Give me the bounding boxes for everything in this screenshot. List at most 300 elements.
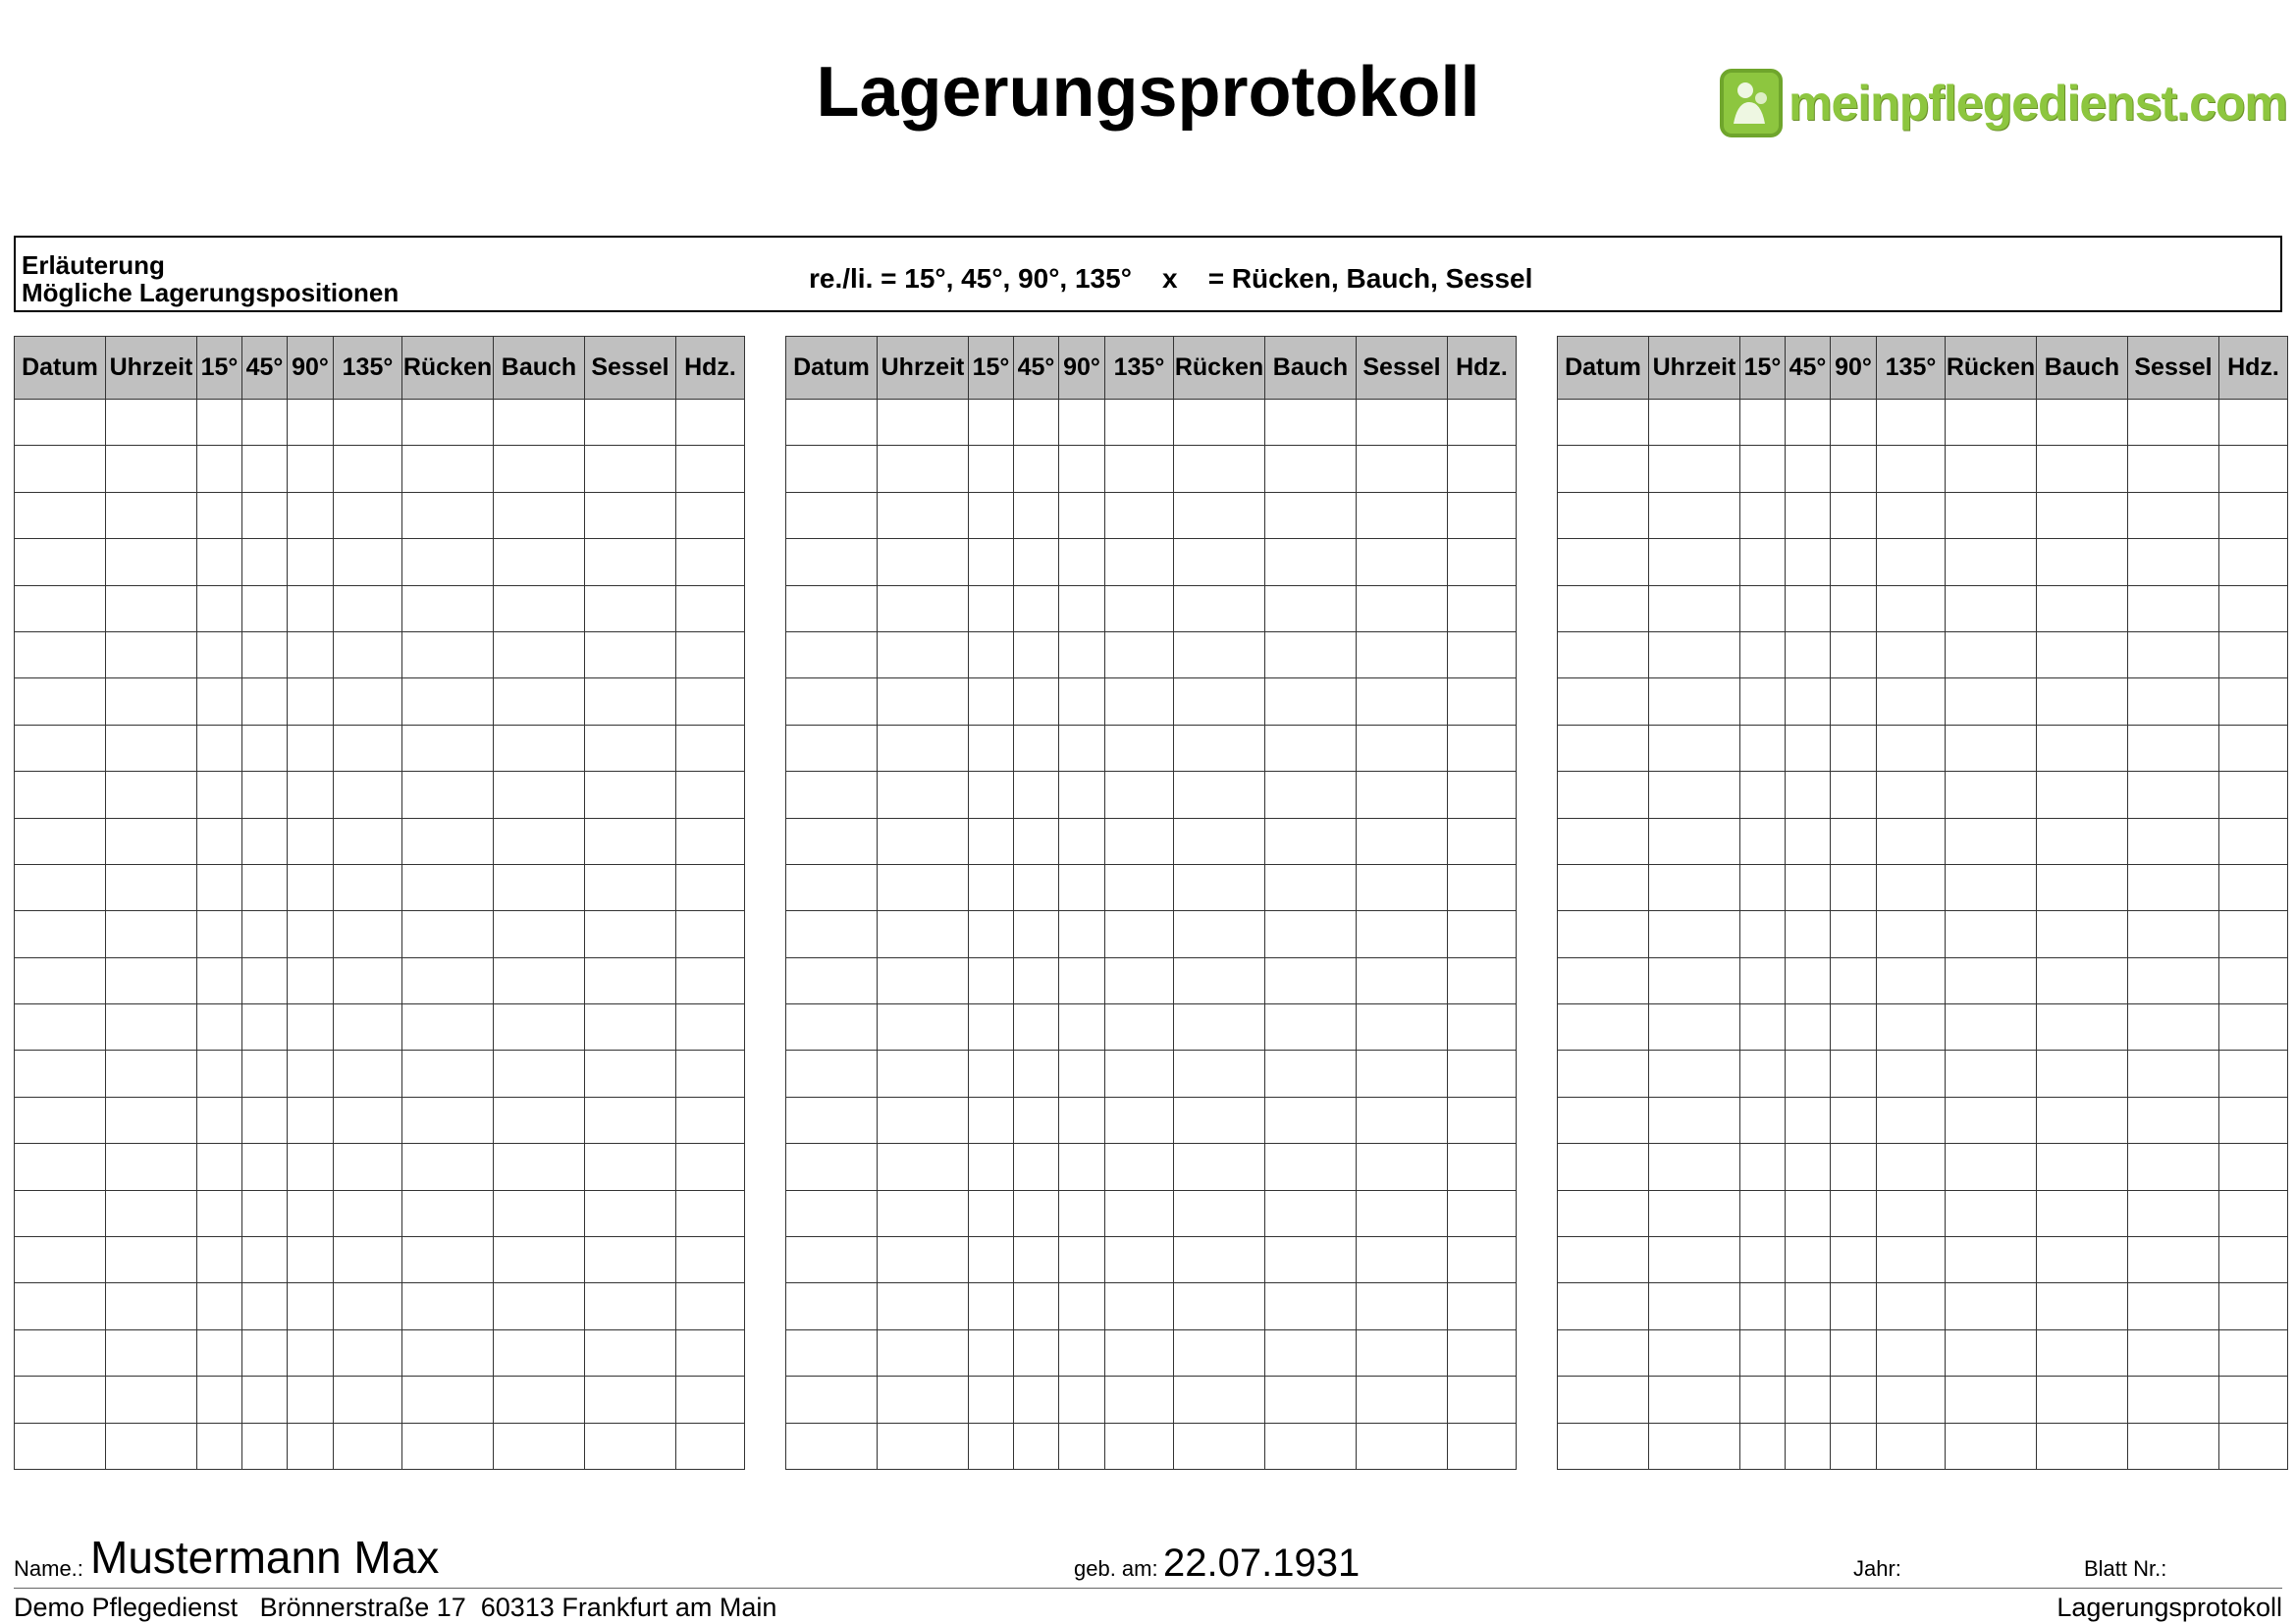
table-cell[interactable] <box>1059 1283 1105 1329</box>
table-cell[interactable] <box>585 772 676 818</box>
table-cell[interactable] <box>1740 772 1786 818</box>
table-cell[interactable] <box>1831 585 1877 631</box>
table-cell[interactable] <box>1059 864 1105 910</box>
table-cell[interactable] <box>197 1423 242 1469</box>
table-cell[interactable] <box>288 1283 334 1329</box>
table-cell[interactable] <box>1014 678 1059 725</box>
table-cell[interactable] <box>1649 1377 1740 1423</box>
table-cell[interactable] <box>1946 678 2037 725</box>
table-cell[interactable] <box>878 492 969 538</box>
table-cell[interactable] <box>402 1377 494 1423</box>
table-cell[interactable] <box>2219 492 2288 538</box>
table-cell[interactable] <box>1174 585 1265 631</box>
table-cell[interactable] <box>1448 492 1517 538</box>
table-cell[interactable] <box>2219 1423 2288 1469</box>
table-cell[interactable] <box>1059 492 1105 538</box>
table-cell[interactable] <box>969 492 1014 538</box>
table-cell[interactable] <box>494 1283 585 1329</box>
table-cell[interactable] <box>2037 446 2128 492</box>
table-cell[interactable] <box>1946 1237 2037 1283</box>
table-cell[interactable] <box>1105 1144 1174 1190</box>
table-cell[interactable] <box>1265 911 1357 957</box>
table-cell[interactable] <box>1740 585 1786 631</box>
table-cell[interactable] <box>1357 400 1448 446</box>
table-cell[interactable] <box>2219 818 2288 864</box>
table-cell[interactable] <box>878 446 969 492</box>
table-cell[interactable] <box>1059 1144 1105 1190</box>
table-cell[interactable] <box>878 585 969 631</box>
table-cell[interactable] <box>1174 772 1265 818</box>
table-cell[interactable] <box>786 1051 878 1097</box>
table-cell[interactable] <box>197 864 242 910</box>
table-cell[interactable] <box>1014 1051 1059 1097</box>
table-cell[interactable] <box>1786 1144 1831 1190</box>
table-cell[interactable] <box>2128 678 2219 725</box>
table-cell[interactable] <box>1786 585 1831 631</box>
table-cell[interactable] <box>585 400 676 446</box>
table-cell[interactable] <box>1786 1004 1831 1051</box>
table-cell[interactable] <box>878 631 969 677</box>
table-cell[interactable] <box>969 957 1014 1003</box>
table-cell[interactable] <box>676 539 745 585</box>
table-cell[interactable] <box>106 1377 197 1423</box>
table-cell[interactable] <box>15 772 106 818</box>
table-cell[interactable] <box>1558 725 1649 771</box>
table-cell[interactable] <box>2037 818 2128 864</box>
table-cell[interactable] <box>1265 678 1357 725</box>
table-cell[interactable] <box>1174 678 1265 725</box>
table-cell[interactable] <box>2128 1423 2219 1469</box>
table-cell[interactable] <box>1174 539 1265 585</box>
table-cell[interactable] <box>1448 1329 1517 1376</box>
table-cell[interactable] <box>1357 631 1448 677</box>
table-cell[interactable] <box>1174 1051 1265 1097</box>
table-cell[interactable] <box>1831 678 1877 725</box>
table-cell[interactable] <box>402 1190 494 1236</box>
table-cell[interactable] <box>1448 631 1517 677</box>
table-cell[interactable] <box>1740 631 1786 677</box>
table-cell[interactable] <box>1014 1329 1059 1376</box>
table-cell[interactable] <box>402 400 494 446</box>
table-cell[interactable] <box>878 1283 969 1329</box>
table-cell[interactable] <box>1448 1097 1517 1143</box>
table-cell[interactable] <box>1946 1283 2037 1329</box>
table-cell[interactable] <box>1014 1237 1059 1283</box>
table-cell[interactable] <box>1786 1237 1831 1283</box>
table-cell[interactable] <box>969 1051 1014 1097</box>
table-cell[interactable] <box>1059 1004 1105 1051</box>
table-cell[interactable] <box>1014 1004 1059 1051</box>
table-cell[interactable] <box>197 1144 242 1190</box>
table-cell[interactable] <box>969 911 1014 957</box>
table-cell[interactable] <box>2219 678 2288 725</box>
table-cell[interactable] <box>786 631 878 677</box>
table-cell[interactable] <box>402 1237 494 1283</box>
table-cell[interactable] <box>402 1144 494 1190</box>
table-cell[interactable] <box>242 446 288 492</box>
table-cell[interactable] <box>1558 1283 1649 1329</box>
table-cell[interactable] <box>2037 1051 2128 1097</box>
table-cell[interactable] <box>288 446 334 492</box>
table-cell[interactable] <box>1357 1051 1448 1097</box>
table-cell[interactable] <box>197 631 242 677</box>
table-cell[interactable] <box>1786 1329 1831 1376</box>
table-cell[interactable] <box>2037 631 2128 677</box>
table-cell[interactable] <box>288 725 334 771</box>
table-cell[interactable] <box>676 585 745 631</box>
table-cell[interactable] <box>1448 725 1517 771</box>
table-cell[interactable] <box>106 1051 197 1097</box>
table-cell[interactable] <box>1740 864 1786 910</box>
table-cell[interactable] <box>1059 911 1105 957</box>
table-cell[interactable] <box>288 1237 334 1283</box>
table-cell[interactable] <box>1649 725 1740 771</box>
table-cell[interactable] <box>1831 492 1877 538</box>
table-cell[interactable] <box>969 1423 1014 1469</box>
table-cell[interactable] <box>1649 1283 1740 1329</box>
table-cell[interactable] <box>2037 772 2128 818</box>
table-cell[interactable] <box>2219 1283 2288 1329</box>
table-cell[interactable] <box>1946 585 2037 631</box>
table-cell[interactable] <box>1105 864 1174 910</box>
table-cell[interactable] <box>1649 678 1740 725</box>
table-cell[interactable] <box>1357 1144 1448 1190</box>
table-cell[interactable] <box>2219 1237 2288 1283</box>
table-cell[interactable] <box>334 1237 402 1283</box>
table-cell[interactable] <box>106 446 197 492</box>
table-cell[interactable] <box>878 725 969 771</box>
table-cell[interactable] <box>1174 400 1265 446</box>
table-cell[interactable] <box>1558 631 1649 677</box>
table-cell[interactable] <box>1946 539 2037 585</box>
table-cell[interactable] <box>1740 1190 1786 1236</box>
table-cell[interactable] <box>1558 539 1649 585</box>
table-cell[interactable] <box>676 725 745 771</box>
table-cell[interactable] <box>494 585 585 631</box>
table-cell[interactable] <box>2128 1377 2219 1423</box>
table-cell[interactable] <box>1357 1329 1448 1376</box>
table-cell[interactable] <box>197 1377 242 1423</box>
table-cell[interactable] <box>1014 911 1059 957</box>
table-cell[interactable] <box>878 772 969 818</box>
table-cell[interactable] <box>1946 446 2037 492</box>
table-cell[interactable] <box>1877 818 1946 864</box>
table-cell[interactable] <box>1877 1097 1946 1143</box>
table-cell[interactable] <box>1831 1004 1877 1051</box>
table-cell[interactable] <box>1059 539 1105 585</box>
table-cell[interactable] <box>676 818 745 864</box>
table-cell[interactable] <box>334 864 402 910</box>
table-cell[interactable] <box>1357 725 1448 771</box>
table-cell[interactable] <box>494 725 585 771</box>
table-cell[interactable] <box>106 957 197 1003</box>
table-cell[interactable] <box>1740 492 1786 538</box>
table-cell[interactable] <box>1105 1097 1174 1143</box>
table-cell[interactable] <box>1946 818 2037 864</box>
table-cell[interactable] <box>1831 446 1877 492</box>
table-cell[interactable] <box>1265 818 1357 864</box>
table-cell[interactable] <box>15 1051 106 1097</box>
table-cell[interactable] <box>585 446 676 492</box>
table-cell[interactable] <box>1105 1377 1174 1423</box>
table-cell[interactable] <box>242 400 288 446</box>
table-cell[interactable] <box>1649 1237 1740 1283</box>
table-cell[interactable] <box>106 1097 197 1143</box>
table-cell[interactable] <box>1740 1329 1786 1376</box>
table-cell[interactable] <box>1877 725 1946 771</box>
table-cell[interactable] <box>1558 1377 1649 1423</box>
table-cell[interactable] <box>1059 1237 1105 1283</box>
table-cell[interactable] <box>242 725 288 771</box>
table-cell[interactable] <box>969 678 1014 725</box>
table-cell[interactable] <box>1946 1144 2037 1190</box>
table-cell[interactable] <box>585 957 676 1003</box>
table-cell[interactable] <box>585 539 676 585</box>
table-cell[interactable] <box>676 492 745 538</box>
table-cell[interactable] <box>1649 864 1740 910</box>
table-cell[interactable] <box>1558 1329 1649 1376</box>
table-cell[interactable] <box>288 1097 334 1143</box>
table-cell[interactable] <box>1105 1237 1174 1283</box>
table-cell[interactable] <box>1174 1283 1265 1329</box>
table-cell[interactable] <box>334 1097 402 1143</box>
table-cell[interactable] <box>1059 725 1105 771</box>
table-cell[interactable] <box>197 1329 242 1376</box>
table-cell[interactable] <box>197 1051 242 1097</box>
table-cell[interactable] <box>878 1144 969 1190</box>
table-cell[interactable] <box>1786 631 1831 677</box>
table-cell[interactable] <box>2219 446 2288 492</box>
table-cell[interactable] <box>1786 1283 1831 1329</box>
table-cell[interactable] <box>1105 585 1174 631</box>
table-cell[interactable] <box>402 772 494 818</box>
table-cell[interactable] <box>1014 772 1059 818</box>
table-cell[interactable] <box>878 911 969 957</box>
table-cell[interactable] <box>1265 1237 1357 1283</box>
table-cell[interactable] <box>1558 957 1649 1003</box>
table-cell[interactable] <box>1357 539 1448 585</box>
table-cell[interactable] <box>786 1283 878 1329</box>
table-cell[interactable] <box>1831 1144 1877 1190</box>
table-cell[interactable] <box>1059 1329 1105 1376</box>
table-cell[interactable] <box>1448 1237 1517 1283</box>
table-cell[interactable] <box>1357 818 1448 864</box>
table-cell[interactable] <box>1877 1004 1946 1051</box>
table-cell[interactable] <box>1740 818 1786 864</box>
table-cell[interactable] <box>1448 539 1517 585</box>
table-cell[interactable] <box>676 1051 745 1097</box>
table-cell[interactable] <box>288 911 334 957</box>
table-cell[interactable] <box>1174 492 1265 538</box>
table-cell[interactable] <box>334 539 402 585</box>
table-cell[interactable] <box>1786 725 1831 771</box>
table-cell[interactable] <box>676 631 745 677</box>
table-cell[interactable] <box>1877 772 1946 818</box>
table-cell[interactable] <box>15 492 106 538</box>
table-cell[interactable] <box>1357 1190 1448 1236</box>
table-cell[interactable] <box>1014 400 1059 446</box>
table-cell[interactable] <box>1740 1051 1786 1097</box>
table-cell[interactable] <box>242 1329 288 1376</box>
table-cell[interactable] <box>288 1329 334 1376</box>
table-cell[interactable] <box>1558 864 1649 910</box>
table-cell[interactable] <box>1105 1190 1174 1236</box>
table-cell[interactable] <box>1877 1237 1946 1283</box>
table-cell[interactable] <box>1649 911 1740 957</box>
table-cell[interactable] <box>1649 585 1740 631</box>
table-cell[interactable] <box>197 1190 242 1236</box>
table-cell[interactable] <box>1265 1423 1357 1469</box>
table-cell[interactable] <box>1357 1097 1448 1143</box>
table-cell[interactable] <box>1105 957 1174 1003</box>
table-cell[interactable] <box>242 492 288 538</box>
table-cell[interactable] <box>242 1377 288 1423</box>
table-cell[interactable] <box>334 400 402 446</box>
table-cell[interactable] <box>197 725 242 771</box>
table-cell[interactable] <box>334 725 402 771</box>
table-cell[interactable] <box>878 1004 969 1051</box>
table-cell[interactable] <box>1786 1377 1831 1423</box>
table-cell[interactable] <box>106 1237 197 1283</box>
table-cell[interactable] <box>1740 957 1786 1003</box>
table-cell[interactable] <box>878 1423 969 1469</box>
table-cell[interactable] <box>1174 957 1265 1003</box>
table-cell[interactable] <box>1105 1051 1174 1097</box>
table-cell[interactable] <box>15 818 106 864</box>
table-cell[interactable] <box>2128 1004 2219 1051</box>
table-cell[interactable] <box>676 1377 745 1423</box>
table-cell[interactable] <box>2037 1329 2128 1376</box>
table-cell[interactable] <box>494 911 585 957</box>
table-cell[interactable] <box>334 1190 402 1236</box>
table-cell[interactable] <box>1174 1423 1265 1469</box>
table-cell[interactable] <box>2128 1329 2219 1376</box>
table-cell[interactable] <box>1174 725 1265 771</box>
table-cell[interactable] <box>1786 911 1831 957</box>
table-cell[interactable] <box>786 1423 878 1469</box>
table-cell[interactable] <box>1831 1283 1877 1329</box>
table-cell[interactable] <box>1831 818 1877 864</box>
table-cell[interactable] <box>1946 492 2037 538</box>
table-cell[interactable] <box>288 772 334 818</box>
table-cell[interactable] <box>676 1237 745 1283</box>
table-cell[interactable] <box>288 678 334 725</box>
table-cell[interactable] <box>1014 539 1059 585</box>
table-cell[interactable] <box>1786 772 1831 818</box>
table-cell[interactable] <box>2037 1144 2128 1190</box>
table-cell[interactable] <box>2037 1283 2128 1329</box>
table-cell[interactable] <box>1014 585 1059 631</box>
table-cell[interactable] <box>676 864 745 910</box>
table-cell[interactable] <box>1740 1377 1786 1423</box>
table-cell[interactable] <box>1105 911 1174 957</box>
table-cell[interactable] <box>1105 631 1174 677</box>
table-cell[interactable] <box>1105 772 1174 818</box>
table-cell[interactable] <box>1265 1004 1357 1051</box>
table-cell[interactable] <box>1558 1190 1649 1236</box>
table-cell[interactable] <box>1448 585 1517 631</box>
table-cell[interactable] <box>2219 772 2288 818</box>
table-cell[interactable] <box>2128 911 2219 957</box>
table-cell[interactable] <box>1649 1097 1740 1143</box>
table-cell[interactable] <box>2219 864 2288 910</box>
table-cell[interactable] <box>585 1237 676 1283</box>
table-cell[interactable] <box>1558 400 1649 446</box>
table-cell[interactable] <box>585 678 676 725</box>
table-cell[interactable] <box>2128 818 2219 864</box>
table-cell[interactable] <box>1740 911 1786 957</box>
table-cell[interactable] <box>585 1144 676 1190</box>
table-cell[interactable] <box>786 1004 878 1051</box>
table-cell[interactable] <box>1059 400 1105 446</box>
table-cell[interactable] <box>197 1283 242 1329</box>
table-cell[interactable] <box>969 585 1014 631</box>
table-cell[interactable] <box>1174 1097 1265 1143</box>
table-cell[interactable] <box>2128 772 2219 818</box>
table-cell[interactable] <box>15 1190 106 1236</box>
table-cell[interactable] <box>1877 1144 1946 1190</box>
table-cell[interactable] <box>494 864 585 910</box>
table-cell[interactable] <box>1357 957 1448 1003</box>
table-cell[interactable] <box>1059 957 1105 1003</box>
table-cell[interactable] <box>969 818 1014 864</box>
table-cell[interactable] <box>1174 911 1265 957</box>
table-cell[interactable] <box>402 957 494 1003</box>
table-cell[interactable] <box>786 1329 878 1376</box>
table-cell[interactable] <box>242 864 288 910</box>
table-cell[interactable] <box>1448 1190 1517 1236</box>
table-cell[interactable] <box>1558 1051 1649 1097</box>
table-cell[interactable] <box>1649 1423 1740 1469</box>
table-cell[interactable] <box>1448 1051 1517 1097</box>
table-cell[interactable] <box>1558 911 1649 957</box>
table-cell[interactable] <box>1265 864 1357 910</box>
table-cell[interactable] <box>585 1423 676 1469</box>
table-cell[interactable] <box>1105 492 1174 538</box>
table-cell[interactable] <box>1740 1097 1786 1143</box>
table-cell[interactable] <box>1831 725 1877 771</box>
table-cell[interactable] <box>786 1237 878 1283</box>
table-cell[interactable] <box>1448 818 1517 864</box>
table-cell[interactable] <box>786 1097 878 1143</box>
table-cell[interactable] <box>2128 492 2219 538</box>
table-cell[interactable] <box>1265 957 1357 1003</box>
table-cell[interactable] <box>334 446 402 492</box>
table-cell[interactable] <box>1265 1329 1357 1376</box>
table-cell[interactable] <box>334 1283 402 1329</box>
table-cell[interactable] <box>1649 1051 1740 1097</box>
table-cell[interactable] <box>242 1283 288 1329</box>
table-cell[interactable] <box>1558 772 1649 818</box>
table-cell[interactable] <box>585 1329 676 1376</box>
table-cell[interactable] <box>288 818 334 864</box>
table-cell[interactable] <box>1740 725 1786 771</box>
table-cell[interactable] <box>2128 725 2219 771</box>
table-cell[interactable] <box>676 911 745 957</box>
table-cell[interactable] <box>288 492 334 538</box>
table-cell[interactable] <box>334 1051 402 1097</box>
table-cell[interactable] <box>1265 585 1357 631</box>
table-cell[interactable] <box>1059 818 1105 864</box>
table-cell[interactable] <box>676 1283 745 1329</box>
table-cell[interactable] <box>1558 585 1649 631</box>
table-cell[interactable] <box>1831 1423 1877 1469</box>
table-cell[interactable] <box>1877 539 1946 585</box>
table-cell[interactable] <box>1831 911 1877 957</box>
table-cell[interactable] <box>585 1051 676 1097</box>
table-cell[interactable] <box>1946 1004 2037 1051</box>
table-cell[interactable] <box>2219 725 2288 771</box>
